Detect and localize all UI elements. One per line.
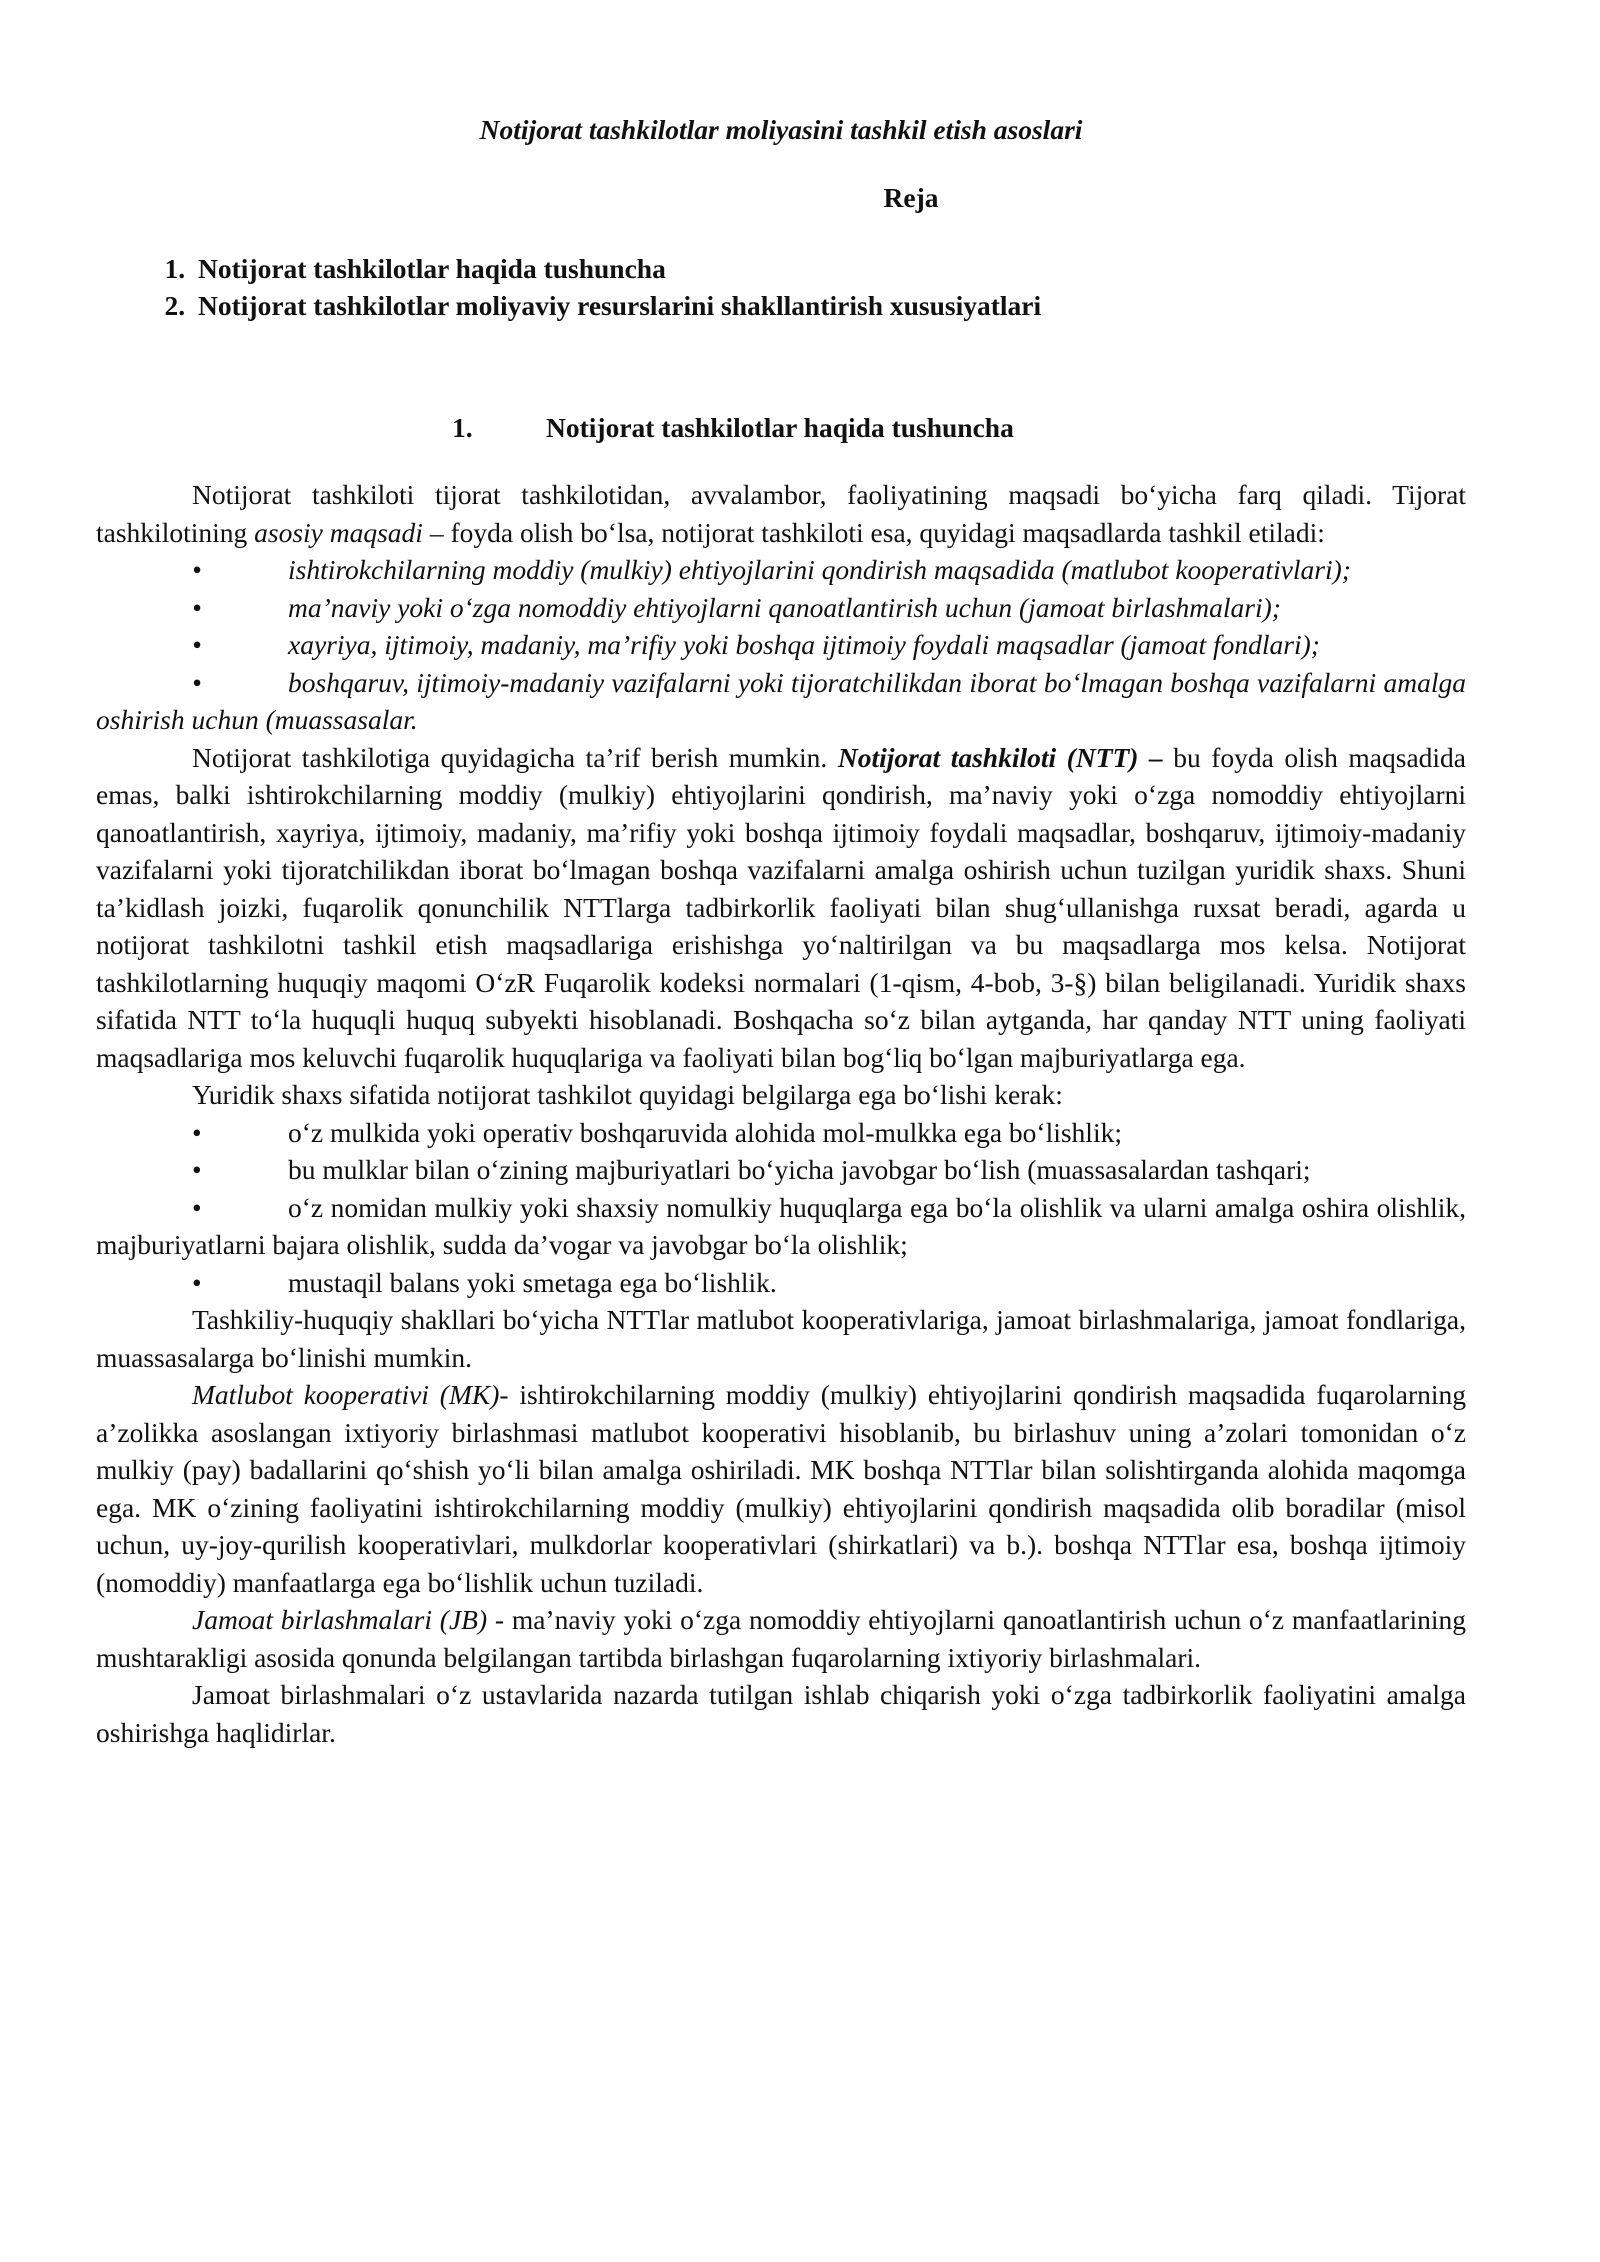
paragraph-definition: Notijorat tashkilotiga quyidagicha ta’rif berish mumkin. Notijorat tashkiloti (NTT) – bu foyda olish maqsadida emas, balki ishtirokchilarning moddiy (mulkiy) ehtiyojlarini qondirish, ma’naviy yoki o‘zga nomoddiy ehtiyojlarni qanoatlantirish, xayriya, ijtimoiy, madaniy, ma’rifiy yoki boshqa ijtimoiy foydali maqsadlar, boshqaruv, ijtimoiy-madaniy vazifalarni yoki tijoratchilikdan iborat bo‘lmagan boshqa vazifalarni amalga oshirish uchun tuzilgan yuridik shaxs. Shuni ta’kidlash joizki, fuqarolik qonunchilik NTTlarga tadbirkorlik faoliyati bilan shug‘ullanishga ruxsat beradi, agarda u notijorat tashkilotni tashkil etish maqsadlariga erishishga yo‘naltirilgan va bu maqsadlarga mos kelsa. Notijorat tashkilotlarning huquqiy maqomi O‘zR Fuqarolik kodeksi normalari (1-qism, 4-bob, 3-§) bilan beligilanadi. Yuridik shaxs sifatida NTT to‘la huquqli huquq subyekti hisoblanadi. Boshqacha so‘z bilan aytganda, har qanday NTT uning faoliyati maqsadlariga mos keluvchi fuqarolik huquqlariga va faoliyati bilan bog‘liq bo‘lgan majburiyatlarga ega. (96, 741, 1467, 1073)
bullet-icon: • (192, 1266, 202, 1298)
definition-term: Notijorat tashkiloti (NTT) – (837, 741, 1163, 773)
section-number: 1. (452, 412, 473, 443)
paragraph-associations-activity: Jamoat birlashmalari o‘z ustavlarida nazarda tutilgan ishlab chiqarish yoki o‘zga tadbirkorlik faoliyatini amalga oshirishga haqlidirlar. (96, 1679, 1466, 1748)
bullet-icon: • (192, 1191, 202, 1223)
section-title: Notijorat tashkilotlar haqida tushuncha (546, 412, 1014, 443)
document-title: Notijorat tashkilotlar moliyasini tashkil etish asoslari (479, 114, 1083, 145)
feature-list-item: • bu mulklar bilan o‘zining majburiyatlari bo‘yicha javobgar bo‘lish (muassasalardan tashqari; (96, 1151, 1466, 1189)
bullet-icon: • (192, 1116, 202, 1148)
goal-list-item: • ishtirokchilarning moddiy (mulkiy) ehtiyojlarini qondirish maqsadida (matlubot kooperativlari); (96, 551, 1466, 589)
feature-list-item: • o‘z nomidan mulkiy yoki shaxsiy nomulkiy huquqlarga ega bo‘la olishlik va ularni amalga oshira olishlik, majburiyatlarni bajara olishlik, sudda da’vogar va javobgar bo‘la olishlik; (96, 1189, 1466, 1264)
goal-list-item: • xayriya, ijtimoiy, madaniy, ma’rifiy yoki boshqa ijtimoiy foydali maqsadlar (jamoat fondlari); (96, 626, 1466, 664)
document-page (96, 112, 1466, 1751)
section-heading (96, 410, 1466, 446)
paragraph-intro: Notijorat tashkiloti tijorat tashkilotidan, avvalambor, faoliyatining maqsadi bo‘yicha farq qiladi. Tijorat tashkilotining asosiy maqsadi – foyda olish bo‘lsa, notijorat tashkiloti esa, quyidagi maqsadlarda tashkil etiladi: (96, 479, 1466, 548)
bullet-icon: • (192, 629, 202, 660)
paragraph-cooperative: Matlubot kooperativi (MK)- ishtirokchilarning moddiy (mulkiy) ehtiyojlarini qondirish maqsadida fuqarolarning a’zolikka asoslangan ixtiyoriy birlashmasi matlubot kooperativi hisoblanib, bu birlashuv uning a’zolari tomonidan o‘z mulkiy (pay) badallarini qo‘shish yo‘li bilan amalga oshiriladi. MK boshqa NTTlar bilan solishtirganda alohida maqomga ega. MK o‘zining faoliyatini ishtirokchilarning moddiy (mulkiy) ehtiyojlarini qondirish maqsadida olib boradilar (misol uchun, uy-joy-qurilish kooperativlari, mulkdorlar kooperativlari (shirkatlari) va b.). boshqa NTTlar esa, boshqa ijtimoiy (nomoddiy) manfaatlarga ega bo‘lishlik uchun tuziladi. (96, 1379, 1467, 1598)
bullet-icon: • (192, 591, 202, 623)
bullet-icon: • (192, 666, 202, 698)
bullet-icon: • (192, 554, 202, 585)
plan-list (96, 250, 1466, 324)
paragraph-forms: Tashkiliy-huquqiy shakllari bo‘yicha NTTlar matlubot kooperativlariga, jamoat birlashmalariga, jamoat fondlariga, muassasalarga bo‘linishi mumkin. (96, 1304, 1466, 1373)
feature-list-item: • mustaqil balans yoki smetaga ega bo‘lishlik. (96, 1264, 1466, 1302)
plan-item: 2. Notijorat tashkilotlar moliyaviy resurslarini shakllantirish xususiyatlari (192, 287, 1466, 324)
goal-list-item: • ma’naviy yoki o‘zga nomoddiy ehtiyojlarni qanoatlantirish uchun (jamoat birlashmalari); (96, 589, 1466, 627)
goal-list-item: • boshqaruv, ijtimoiy-madaniy vazifalarni yoki tijoratchilikdan iborat bo‘lmagan boshqa vazifalarni amalga oshirish uchun (muassasalar. (96, 664, 1466, 739)
plan-heading: Reja (883, 182, 939, 213)
plan-item: 1. Notijorat tashkilotlar haqida tushuncha (192, 250, 1466, 287)
emphasis-text: asosiy maqsadi (254, 516, 423, 548)
bullet-icon: • (192, 1154, 202, 1185)
term-text: Jamoat birlashmalari (JB) (192, 1604, 488, 1635)
paragraph-features-intro: Yuridik shaxs sifatida notijorat tashkilot quyidagi belgilarga ega bo‘lishi kerak: (192, 1079, 1063, 1110)
term-text: Matlubot kooperativi (MK)- (192, 1379, 509, 1410)
feature-list-item: • o‘z mulkida yoki operativ boshqaruvida alohida mol-mulkka ega bo‘lishlik; (96, 1114, 1466, 1152)
paragraph-associations: Jamoat birlashmalari (JB) - ma’naviy yoki o‘zga nomoddiy ehtiyojlarni qanoatlantirish uchun o‘z manfaatlarining mushtarakligi asosida qonunda belgilangan tartibda birlashgan fuqarolarning ixtiyoriy birlashmalari. (96, 1604, 1466, 1673)
